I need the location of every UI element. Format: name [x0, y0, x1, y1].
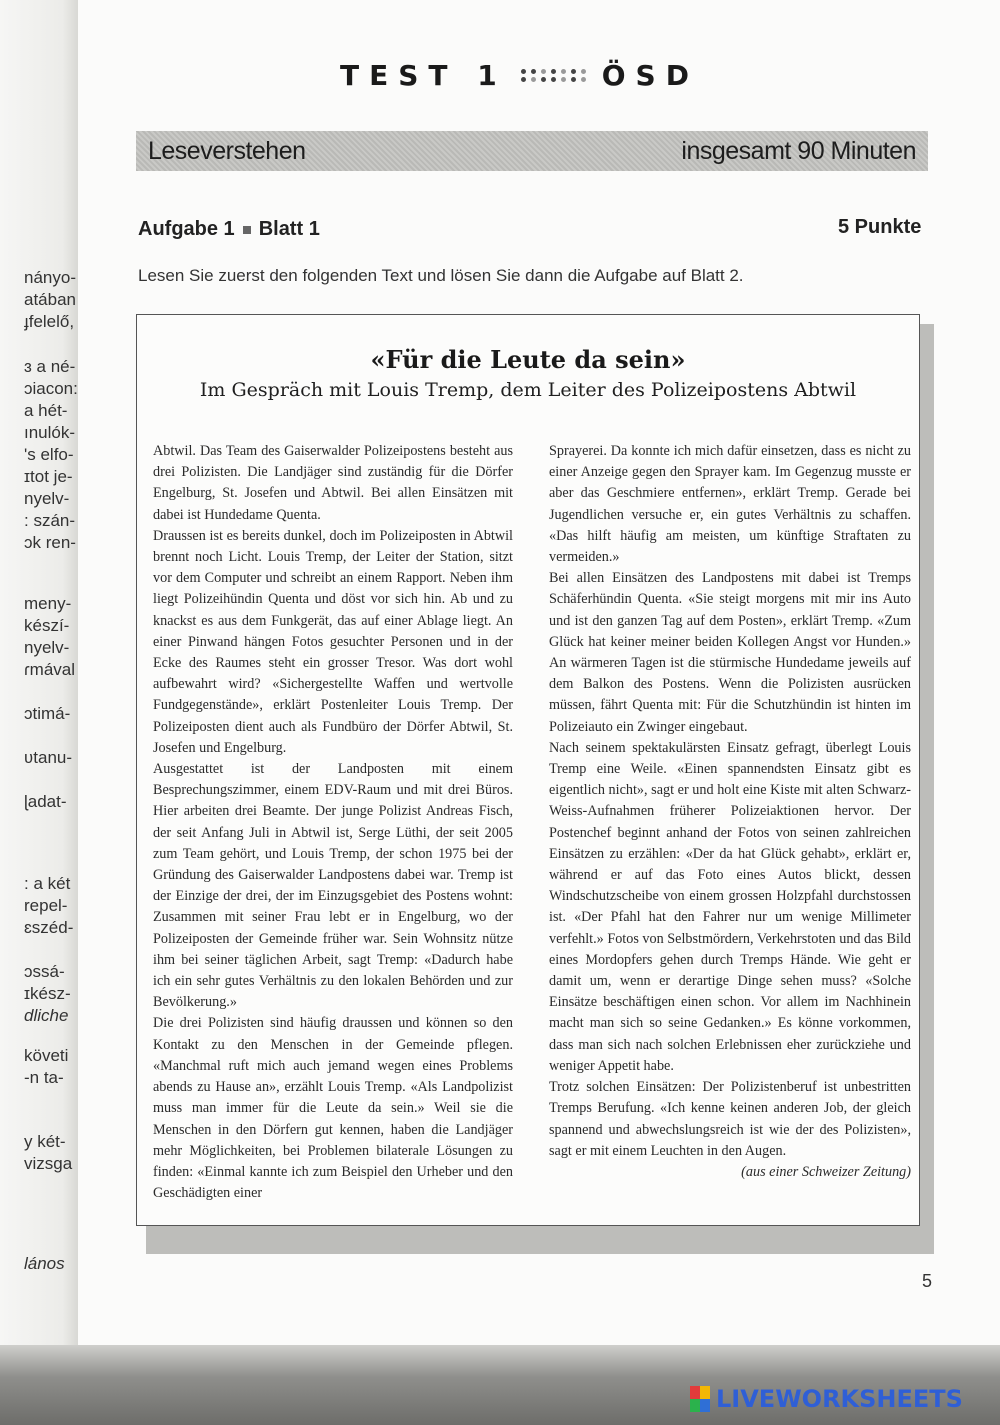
logo-text: LIVEWORKSHEETS — [716, 1385, 963, 1413]
margin-text-fragment: -n ta- — [24, 1068, 64, 1087]
section-title: Leseverstehen — [148, 136, 306, 165]
article-box — [136, 314, 920, 1226]
margin-text-fragment: követi — [24, 1046, 69, 1065]
margin-text-fragment: nyelv- — [24, 638, 70, 657]
margin-text-fragment: készí- — [24, 616, 70, 635]
margin-text-fragment: 's elfo- — [24, 445, 74, 464]
task-heading — [138, 218, 320, 241]
margin-text-fragment: ɪtot je- — [24, 467, 73, 486]
paragraph: Sprayerei. Da konnte ich mich dafür einsetzen, dass es nicht zu einer Anzeige gegen den Sprayer kam. Im Gegenzug musste er aber das Geschmiere entfernen», erklärt Tremp. Gerade bei Jugendlichen versuche er, ein gutes Verhältnis zu schaffen. «Das hilft häufig am meisten, um künftige Straftaten zu vermeiden.» — [549, 443, 911, 566]
task-points: 5 Punkte — [838, 216, 922, 238]
liveworksheets-logo-icon — [690, 1386, 710, 1412]
margin-text-fragment: repel- — [24, 896, 68, 915]
margin-text-fragment: ınulók- — [24, 423, 76, 442]
margin-text-fragment: ɟfelelő, — [24, 312, 75, 331]
margin-text-fragment: ɛszéd- — [24, 918, 74, 937]
task-number: Aufgabe 1 — [138, 218, 235, 240]
margin-text-fragment: : a két — [24, 874, 71, 893]
margin-text-fragment: ɭadat- — [24, 792, 67, 811]
exam-label: ÖSD — [601, 58, 699, 92]
margin-text-fragment: lános — [24, 1254, 65, 1273]
article-column-left — [153, 441, 513, 1204]
paragraph: Abtwil. Das Team des Gaiserwalder Polizeipostens besteht aus drei Polizisten. Die Landjäger sind zuständig für die Dörfer Engelburg, St. Josefen und Abtwil. Bei allen Einsätzen mit dabei ist Hundedame Quenta. — [153, 443, 513, 523]
paragraph: Trotz solchen Einsätzen: Der Polizistenberuf ist unbestritten Tremps Berufung. «Ich kenne keinen anderen Job, der gleich spannend und abwechslungsreich ist wie der des Polizisten», sagt er mit einem Leuchten in den Augen. — [549, 1079, 911, 1159]
margin-text-fragment: nányo- — [24, 268, 76, 287]
article-source: (aus einer Schweizer Zeitung) — [741, 1163, 911, 1180]
margin-text-fragment: ɪkész- — [24, 984, 71, 1003]
paragraph: Bei allen Einsätzen des Landpostens mit dabei ist Tremps Schäferhündin Quenta. «Sie steigt morgens mit mir ins Auto und ist den ganzen Tag auf dem Posten», erklärt Tremp. «Zum Glück hat keiner meiner beiden Kollegen Angst vor Hunden.» An wärmeren Tagen ist die stürmische Hundedame jeweils auf dem Balkon des Postens. Wenn die Polizisten ausrücken müssen, fährt Quenta mit: Für die Schutzhündin ist hinten im Polizeiauto ein Zwinger eingebaut. — [549, 570, 911, 735]
dots-ornament — [521, 69, 588, 82]
sheet-number: Blatt 1 — [258, 218, 320, 240]
square-bullet-icon — [243, 226, 251, 234]
liveworksheets-logo[interactable] — [690, 1385, 963, 1413]
paragraph: Ausgestattet ist der Landposten mit einem Besprechungszimmer, einem EDV-Raum und mit drei Büros. Hier arbeiten drei Beamte. Der junge Polizist Andreas Fisch, der seit Anfang Juli in Abtwil ist, Serge Lüthi, der seit 2005 zum Team gehört, und Louis Tremp, der schon 1975 bei der Gründung des Gaiserwalder Landpostens dabei war. Tremp ist der Einzige der drei, der im Einzugsgebiet des Postens wohnt: Zusammen mit seiner Frau lebt er in Engelburg, wo der Polizeiposten der Gemeinde früher war. Sein Wohnsitz nütze ihm bei seiner täglichen Arbeit, sagt Tremp: «Dadurch habe ich ein sehr gutes Verhältnis zu den lokalen Behörden und zur Bevölkerung.» — [153, 761, 513, 1011]
margin-text-fragment: ɔtimá- — [24, 704, 71, 723]
task-instruction: Lesen Sie zuerst den folgenden Text und lösen Sie dann die Aufgabe auf Blatt 2. — [138, 266, 744, 285]
margin-text-fragment: ɾmával — [24, 660, 76, 679]
article-column-right — [549, 441, 911, 1183]
test-header — [340, 55, 740, 95]
paragraph: Die drei Polizisten sind häufig draussen und können so den Kontakt zu den Menschen in der Gemeinde pflegen. «Manchmal ruft mich auch jemand wegen eines Problems abends zu Hause an», erzählt Louis Tremp. «Als Landpolizist muss man immer für die Leute da sein.» Weil sie die Menschen in den Dörfern gut kennen, haben die Landjäger mehr Möglichkeiten, bei Problemen bilaterale Lösungen zu finden: «Einmal kannte ich zum Beispiel den Urheber und den Geschädigten einer — [153, 1015, 513, 1202]
page-number: 5 — [922, 1271, 933, 1291]
margin-text-fragment: ɜ a né- — [24, 357, 76, 376]
margin-text-fragment: dliche — [24, 1006, 69, 1025]
margin-text-fragment: ʋtanu- — [24, 748, 73, 767]
margin-text-fragment: atában — [24, 290, 76, 309]
article-title: «Für die Leute da sein» — [370, 345, 686, 374]
section-banner — [136, 131, 928, 171]
test-label: TEST 1 — [340, 58, 507, 92]
margin-text-fragment: : szán- — [24, 511, 76, 530]
margin-text-fragment: ɔiacon: — [24, 379, 78, 398]
article-subtitle: Im Gespräch mit Louis Tremp, dem Leiter des Polizeipostens Abtwil — [199, 379, 857, 401]
margin-text-fragment: nyelv- — [24, 489, 70, 508]
margin-text-fragment: ɔssá- — [24, 962, 65, 981]
margin-text-fragment: vizsga — [24, 1154, 73, 1173]
margin-text-fragment: meny- — [24, 594, 72, 613]
margin-text-fragment: a hét- — [24, 401, 68, 420]
margin-text-fragment: y két- — [24, 1132, 66, 1151]
margin-text-fragment: ɔk ren- — [24, 533, 76, 552]
paragraph: Nach seinem spektakulärsten Einsatz gefragt, überlegt Louis Tremp eine Weile. «Einen spannendsten Einsatz gibt es eigentlich nicht», sagt er und holt eine Kiste mit alten Schwarz-Weiss-Aufnahmen früherer Polizeiaktionen hervor. Der Postenchef beginnt anhand der Fotos von seinen zahlreichen Einsätzen zu erzählen: «Der da hat Glück gehabt», erklärt er, während er auf das Foto eines Autos blickt, dessen Windschutzscheibe von einem grossen Holzpfahl durchstossen ist. «Der Pfahl hat den Fahrer nur um wenige Millimeter verfehlt.» Fotos von Selbstmördern, Verkehrstoten und das Bild eines Mordopfers gehen durch Tremps Hände. Wie geht er damit um, wenn er derartige Dinge sehen muss? «Solche Einsätze beschäftigen einen schon. Vor allem im Nachhinein macht man sich so seine Gedanken.» Es könne vorkommen, dass man sich nach solchen Erlebnissen eher zurückziehe und weniger Appetit habe. — [549, 739, 911, 1074]
paragraph: Draussen ist es bereits dunkel, doch im Polizeiposten in Abtwil brennt noch Licht. Louis Tremp, der Leiter der Station, sitzt vor dem Computer und schreibt an einem Rapport. Neben ihm liegt Polizeihündin Quenta und döst vor sich hin. Ab und zu knackst es aus dem Funkgerät, das auf einer Ablage liegt. An einer Pinwand hängen Fotos gesuchter Personen und in der Ecke des Raumes steht ein grosser Tresor. Was dort wohl aufbewahrt wird? «Sichergestellte Waffen und wertvolle Fundgegenstände», erklärt Postenleiter Louis Tremp. Der Polizeiposten dient auch als Fundbüro der Dörfer Abtwil, St. Josefen und Engelburg. — [153, 527, 513, 756]
section-time: insgesamt 90 Minuten — [681, 136, 916, 165]
